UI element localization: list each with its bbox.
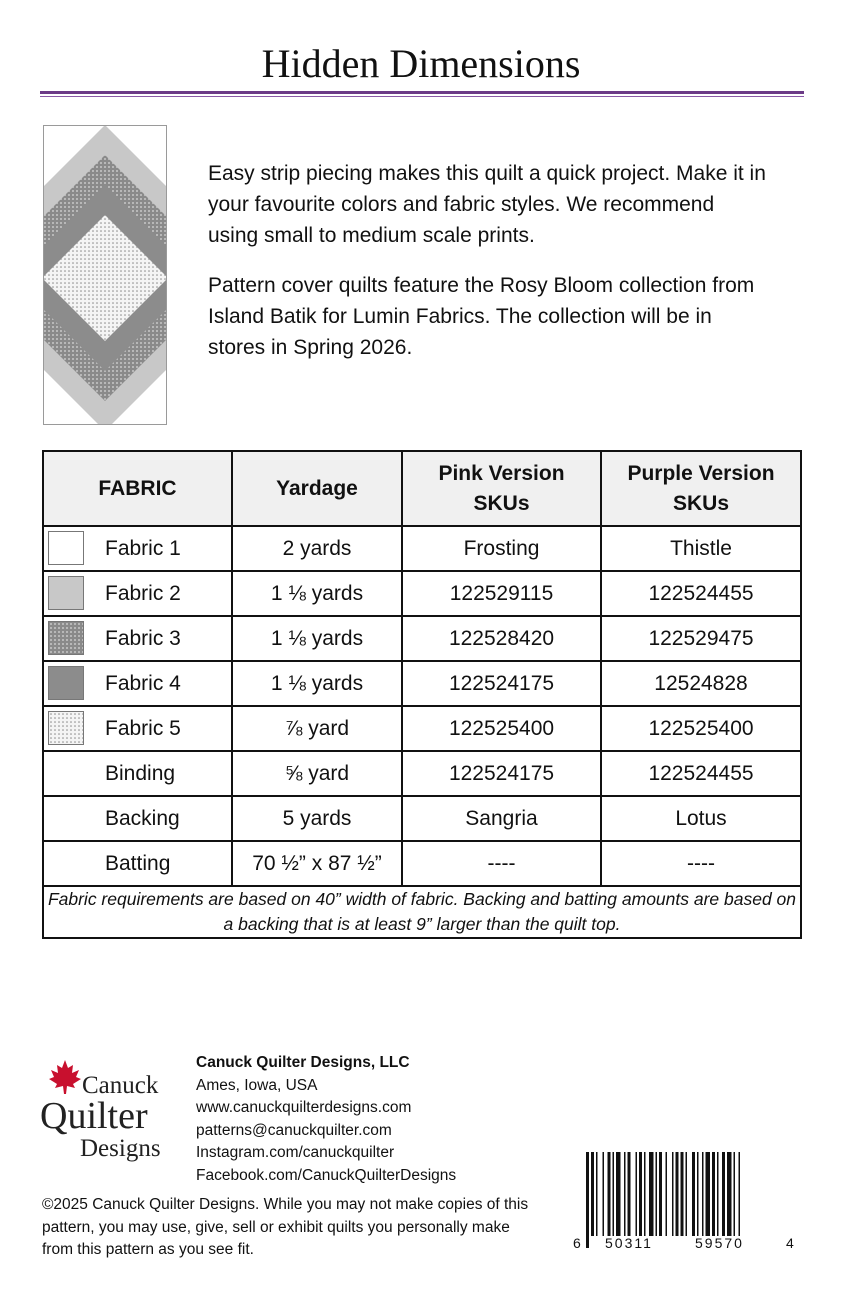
quilt-diagram [43, 125, 167, 425]
barcode-group-1: 50311 [605, 1235, 653, 1250]
intro-paragraph: Easy strip piecing makes this quilt a quick project. Make it in your favourite colors and fabric styles. We recommend using small to medium scale prints. [208, 162, 766, 247]
barcode-bar [586, 1152, 589, 1248]
yardage-cell: ⅞ yard [232, 706, 402, 751]
purple-sku-cell: 122529475 [601, 616, 801, 661]
barcode-bar [739, 1152, 741, 1248]
logo-text-canuck: Canuck [82, 1072, 159, 1099]
pink-sku-cell: 122524175 [402, 751, 601, 796]
yardage-cell: 70 ½” x 87 ½” [232, 841, 402, 886]
fabric-cell [43, 616, 232, 661]
table-note-row [43, 886, 801, 938]
purple-sku-cell: 122524455 [601, 571, 801, 616]
barcode-bar [706, 1152, 711, 1248]
yardage-cell: 2 yards [232, 526, 402, 571]
yardage-cell: 5 yards [232, 796, 402, 841]
logo-text-designs: Designs [80, 1135, 161, 1162]
fabric-label: Fabric 1 [105, 537, 181, 560]
fabric-label: Batting [105, 852, 171, 875]
purple-sku-cell: 122525400 [601, 706, 801, 751]
fabric-cell [43, 571, 232, 616]
table-row [43, 796, 801, 841]
yardage-cell: ⅝ yard [232, 751, 402, 796]
barcode-bar [628, 1152, 631, 1248]
barcode-bar [591, 1152, 594, 1248]
table-header-row [43, 451, 801, 526]
barcode-bar [636, 1152, 638, 1248]
fabric-label: Fabric 5 [105, 717, 181, 740]
fabric-cell [43, 841, 232, 886]
table-row [43, 526, 801, 571]
header-purple-skus-label: Purple Version SKUs [627, 461, 775, 515]
barcode-bar [722, 1152, 725, 1248]
table-row [43, 751, 801, 796]
pink-sku-cell: Sangria [402, 796, 601, 841]
company-location: Ames, Iowa, USA [196, 1076, 318, 1094]
barcode-bar [717, 1152, 719, 1248]
fabric-cell [43, 751, 232, 796]
barcode-bar [676, 1152, 679, 1248]
company-name: Canuck Quilter Designs, LLC [196, 1054, 410, 1071]
title-rule-thin [40, 96, 804, 97]
company-logo [40, 1058, 190, 1162]
instagram-link[interactable]: Instagram.com/canuckquilter [196, 1144, 395, 1162]
website-link[interactable]: www.canuckquilterdesigns.com [196, 1099, 412, 1117]
swatch-dark-dotted [48, 621, 84, 655]
barcode-bar [672, 1152, 674, 1248]
barcode-bar [692, 1152, 695, 1248]
purple-sku-cell: Thistle [601, 526, 801, 571]
purple-sku-cell: 122524455 [601, 751, 801, 796]
purple-sku-cell: ---- [601, 841, 801, 886]
barcode-bar [734, 1152, 736, 1248]
page-title: Hidden Dimensions [261, 41, 581, 86]
barcode-bar [608, 1152, 611, 1248]
barcode-bar [702, 1152, 704, 1248]
logo-text-quilter: Quilter [40, 1095, 148, 1137]
barcode-group-2: 59570 [695, 1235, 744, 1250]
yardage-cell: 1 ⅛ yards [232, 571, 402, 616]
swatch-light-dotted [48, 711, 84, 745]
fabric-label: Binding [105, 762, 176, 785]
pink-sku-cell: ---- [402, 841, 601, 886]
copyright-notice: ©2025 Canuck Quilter Designs. While you may not make copies of this pattern, you may use, give, sell or exhibit quilts you personally make from this pattern as you see fit. [42, 1196, 529, 1259]
yardage-cell: 1 ⅛ yards [232, 661, 402, 706]
barcode-bar [681, 1152, 684, 1248]
contact-info [196, 1052, 456, 1188]
barcode-bar [697, 1152, 699, 1248]
fabric-label: Fabric 3 [105, 627, 181, 650]
swatch-white [48, 531, 84, 565]
table-row [43, 706, 801, 751]
pink-sku-cell: 122529115 [402, 571, 601, 616]
fabric-cell [43, 796, 232, 841]
header-yardage: Yardage [232, 451, 402, 526]
intro-text [208, 158, 768, 382]
pink-sku-cell: 122525400 [402, 706, 601, 751]
intro-paragraph: Pattern cover quilts feature the Rosy Bloom collection from Island Batik for Lumin Fabrics. The collection will be in stores in Spring 2026. [208, 274, 755, 359]
barcode-bar [712, 1152, 715, 1248]
header-fabric: FABRIC [43, 451, 232, 526]
barcode-bar [616, 1152, 621, 1248]
email-link[interactable]: patterns@canuckquilter.com [196, 1121, 392, 1139]
barcode-bar [727, 1152, 732, 1248]
barcode-bar [644, 1152, 646, 1248]
barcode [570, 1150, 800, 1250]
pink-sku-cell: Frosting [402, 526, 601, 571]
fabric-requirements-table [42, 450, 802, 939]
table-row [43, 571, 801, 616]
header-pink-skus [402, 451, 601, 526]
barcode-bar [649, 1152, 654, 1248]
purple-sku-cell: 12524828 [601, 661, 801, 706]
header-purple-skus [601, 451, 801, 526]
barcode-digit-left: 6 [573, 1235, 581, 1250]
swatch-light-gray [48, 576, 84, 610]
barcode-bar [596, 1152, 598, 1248]
barcode-bar [624, 1152, 626, 1248]
purple-sku-cell: Lotus [601, 796, 801, 841]
header-pink-skus-label: Pink Version SKUs [438, 461, 565, 515]
barcode-bar [659, 1152, 662, 1248]
fabric-label: Backing [105, 807, 180, 830]
barcode-bar [603, 1152, 605, 1248]
fabric-cell [43, 526, 232, 571]
fabric-label: Fabric 4 [105, 672, 181, 695]
yardage-cell: 1 ⅛ yards [232, 616, 402, 661]
barcode-bar [656, 1152, 658, 1248]
table-row [43, 661, 801, 706]
barcode-bar [666, 1152, 668, 1248]
table-row [43, 616, 801, 661]
maple-leaf-icon [49, 1060, 81, 1094]
barcode-bars [586, 1152, 740, 1248]
facebook-link[interactable]: Facebook.com/CanuckQuilterDesigns [196, 1166, 457, 1184]
pink-sku-cell: 122524175 [402, 661, 601, 706]
swatch-medium-gray [48, 666, 84, 700]
fabric-cell [43, 661, 232, 706]
table-note: Fabric requirements are based on 40” width of fabric. Backing and batting amounts are based on a backing that is at least 9” larger than the quilt top. [43, 886, 801, 938]
title-rule [40, 91, 804, 94]
barcode-bar [613, 1152, 615, 1248]
barcode-bar [686, 1152, 688, 1248]
fabric-cell [43, 706, 232, 751]
fabric-label: Fabric 2 [105, 582, 181, 605]
table-row [43, 841, 801, 886]
barcode-bar [639, 1152, 642, 1248]
pink-sku-cell: 122528420 [402, 616, 601, 661]
barcode-digit-right: 4 [786, 1235, 794, 1250]
